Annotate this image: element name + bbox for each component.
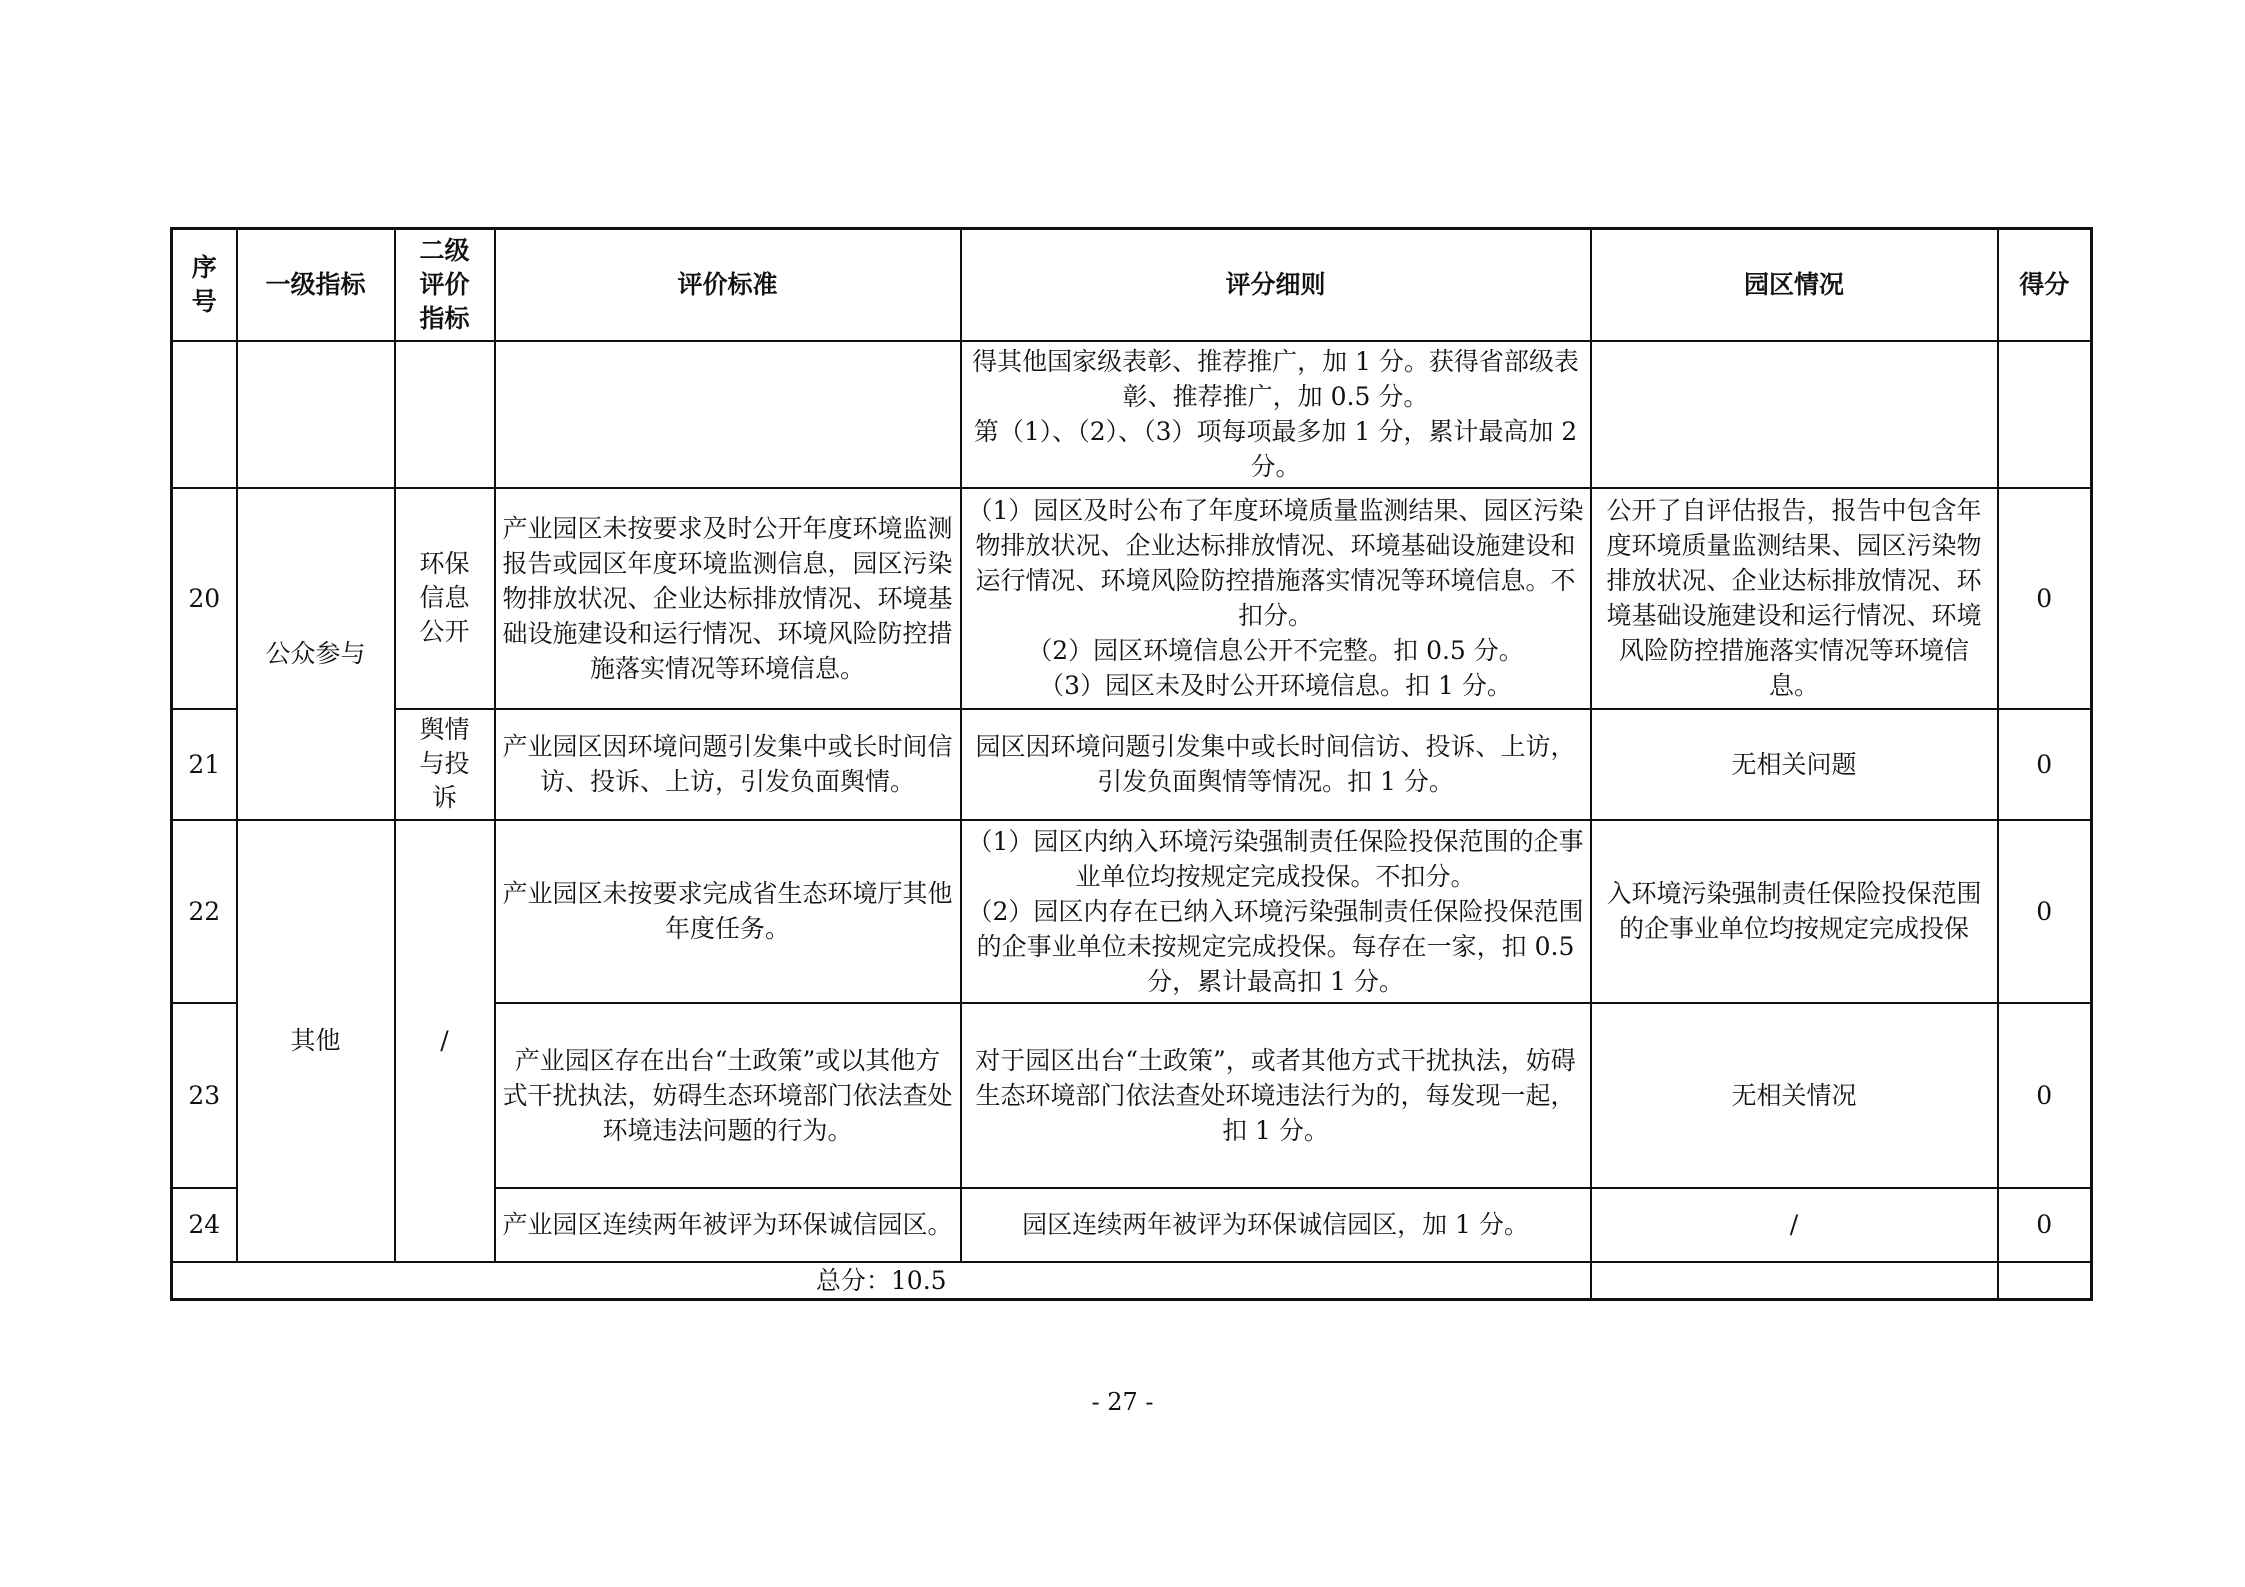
- cell-standard: 产业园区存在出台“土政策”或以其他方 式干扰执法，妨碍生态环境部门依法查处 环境违法问题的行为。: [495, 1003, 961, 1188]
- cell-situation: 无相关情况: [1591, 1003, 1998, 1188]
- cell-level2-slash: /: [395, 820, 495, 1262]
- header-row: [172, 229, 2092, 341]
- table-row-21: [172, 709, 2092, 820]
- cell-seq: 23: [172, 1003, 237, 1188]
- cell-seq: 20: [172, 488, 237, 709]
- cell-situation: 入环境污染强制责任保险投保范围的企事业单位均按规定完成投保: [1591, 820, 1998, 1003]
- header-score: 得分: [1998, 229, 2092, 341]
- cell-score: 0: [1998, 1188, 2092, 1262]
- header-standard: 评价标准: [495, 229, 961, 341]
- cell-seq: [172, 341, 237, 488]
- evaluation-table: [170, 227, 2093, 1301]
- cell-standard: [495, 341, 961, 488]
- header-situation: 园区情况: [1591, 229, 1998, 341]
- cell-rules: 园区因环境问题引发集中或长时间信访、投诉、上访，引发负面舆情等情况。扣 1 分。: [961, 709, 1591, 820]
- header-rules: 评分细则: [961, 229, 1591, 341]
- cell-score: [1998, 341, 2092, 488]
- cell-rules: 对于园区出台“土政策”，或者其他方式干扰执法，妨碍生态环境部门依法查处环境违法行为的，每发现一起，扣 1 分。: [961, 1003, 1591, 1188]
- cell-score: 0: [1998, 1003, 2092, 1188]
- cell-rules: 园区连续两年被评为环保诚信园区，加 1 分。: [961, 1188, 1591, 1262]
- cell-seq: 21: [172, 709, 237, 820]
- cell-score: 0: [1998, 709, 2092, 820]
- total-score: 总分：10.5: [172, 1262, 1591, 1300]
- cell-level1-other: 其他: [237, 820, 395, 1262]
- cell-rules: （1）园区及时公布了年度环境质量监测结果、园区污染物排放状况、企业达标排放情况、环境基础设施建设和运行情况、环境风险防控措施落实情况等环境信息。不扣分。 （2）园区环境信息公开不完整。扣 0.5 分。 （3）园区未及时公开环境信息。扣 1 分。: [961, 488, 1591, 709]
- header-seq: 序号: [172, 229, 237, 341]
- cell-situation: 无相关问题: [1591, 709, 1998, 820]
- cell-level2: [395, 341, 495, 488]
- header-level1: 一级指标: [237, 229, 395, 341]
- cell-standard: 产业园区连续两年被评为环保诚信园区。: [495, 1188, 961, 1262]
- cell-situation: 公开了自评估报告，报告中包含年度环境质量监测结果、园区污染物排放状况、企业达标排放情况、环境基础设施建设和运行情况、环境风险防控措施落实情况等环境信息。: [1591, 488, 1998, 709]
- cell-score: 0: [1998, 488, 2092, 709]
- page-number: - 27 -: [1091, 1388, 1154, 1416]
- cell-standard: 产业园区因环境问题引发集中或长时间信访、投诉、上访，引发负面舆情。: [495, 709, 961, 820]
- cell-level1: [237, 341, 395, 488]
- cell-score: 0: [1998, 820, 2092, 1003]
- cell-seq: 22: [172, 820, 237, 1003]
- cell-rules: （1）园区内纳入环境污染强制责任保险投保范围的企事业单位均按规定完成投保。不扣分。 （2）园区内存在已纳入环境污染强制责任保险投保范围的企事业单位未按规定完成投保。每存在一家，扣 0.5 分，累计最高扣 1 分。: [961, 820, 1591, 1003]
- total-row: [172, 1262, 2092, 1300]
- table-row-22: [172, 820, 2092, 1003]
- table-row-20: [172, 488, 2092, 709]
- cell-level1-public: 公众参与: [237, 488, 395, 820]
- cell-level2: 环保信息公开: [395, 488, 495, 709]
- cell-seq: 24: [172, 1188, 237, 1262]
- header-level2: 二级评价指标: [395, 229, 495, 341]
- total-score-empty: [1998, 1262, 2092, 1300]
- cell-standard: 产业园区未按要求及时公开年度环境监测报告或园区年度环境监测信息，园区污染物排放状况、企业达标排放情况、环境基础设施建设和运行情况、环境风险防控措施落实情况等环境信息。: [495, 488, 961, 709]
- cell-situation: /: [1591, 1188, 1998, 1262]
- cell-rules: 得其他国家级表彰、推荐推广，加 1 分。获得省部级表彰、推荐推广，加 0.5 分。 第（1）、（2）、（3）项每项最多加 1 分，累计最高加 2 分。: [961, 341, 1591, 488]
- total-situation-empty: [1591, 1262, 1998, 1300]
- cell-situation: [1591, 341, 1998, 488]
- table-row-continued: [172, 341, 2092, 488]
- cell-level2: 舆情与投诉: [395, 709, 495, 820]
- cell-standard: 产业园区未按要求完成省生态环境厅其他年度任务。: [495, 820, 961, 1003]
